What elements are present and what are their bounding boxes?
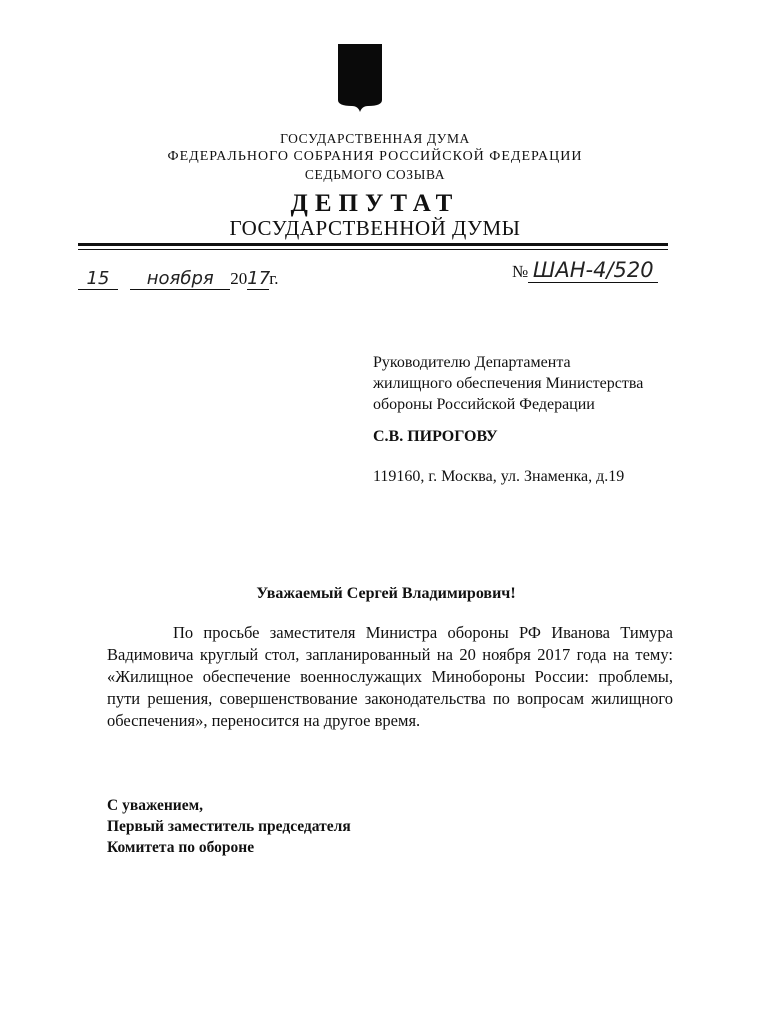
body-line: «Жилищное обеспечение военнослужащих Минобороны России: проблемы, <box>107 667 673 686</box>
body-line: Вадимовича круглый стол, запланированный на 20 ноября 2017 года на тему: <box>107 645 673 664</box>
addressee-line: Руководителю Департамента <box>373 354 571 371</box>
date-year-suffix: 17 <box>247 268 271 289</box>
addressee-address: 119160, г. Москва, ул. Знаменка, д.19 <box>373 468 625 485</box>
document-number <box>512 258 658 283</box>
state-emblem-icon <box>338 44 382 112</box>
number-value: ШАН-4/520 <box>528 258 658 283</box>
date-year-prefix: 20 <box>230 269 248 288</box>
org-line-3: СЕДЬМОГО СОЗЫВА <box>304 167 446 182</box>
org-line-2: ФЕДЕРАЛЬНОГО СОБРАНИЯ РОССИЙСКОЙ ФЕДЕРАЦИИ <box>167 149 583 164</box>
addressee-name: С.В. ПИРОГОВУ <box>373 428 498 445</box>
addressee-block <box>373 352 643 415</box>
org-line-1: ГОСУДАРСТВЕННАЯ ДУМА <box>280 131 470 146</box>
letterhead-subtitle: ГОСУДАРСТВЕННОЙ ДУМЫ <box>229 216 521 240</box>
date-month: ноября <box>130 268 230 290</box>
signature-block <box>107 795 351 858</box>
number-label: № <box>512 262 529 281</box>
signature-line: Комитета по обороне <box>107 839 255 856</box>
body-line: обеспечения», переносится на другое время. <box>107 711 421 730</box>
document-date <box>78 268 279 290</box>
date-suffix: г. <box>269 269 279 288</box>
date-day: 15 <box>78 268 118 290</box>
body-line: пути решения, совершенствование законодательства по вопросам жилищного <box>107 689 673 708</box>
signature-line: С уважением, <box>107 797 204 814</box>
body-line: По просьбе заместителя Министра обороны РФ Иванова Тимура <box>173 623 673 642</box>
addressee-line: жилищного обеспечения Министерства <box>373 375 644 392</box>
divider-thin <box>78 249 668 250</box>
divider-thick <box>78 243 668 246</box>
letter-body <box>107 622 673 732</box>
signature-line: Первый заместитель председателя <box>107 818 351 835</box>
letterhead-title: ДЕПУТАТ <box>290 190 460 217</box>
addressee-line: обороны Российской Федерации <box>373 396 595 413</box>
greeting: Уважаемый Сергей Владимирович! <box>256 585 516 602</box>
